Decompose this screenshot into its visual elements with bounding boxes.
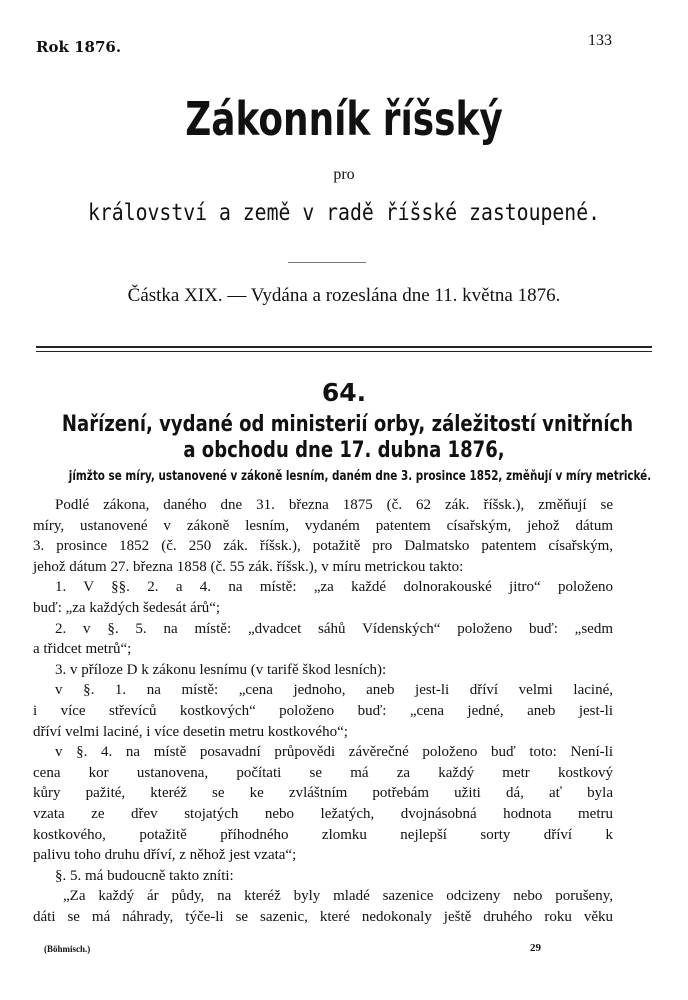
footer-language-note: (Böhmisch.) xyxy=(44,944,91,954)
body-text xyxy=(33,495,613,927)
act-number: 64. xyxy=(321,378,367,407)
body-line: kůry pažité, kteréž se ke zvláštním potřebám užiti dá, ať byla xyxy=(33,785,613,802)
body-line: palivu toho druhu dříví, z něhož jest vzata“; xyxy=(33,847,297,864)
body-line: jehož dátum 27. března 1858 (č. 55 zák. říšsk.), v míru metrickou takto: xyxy=(33,558,464,575)
body-line: cena kor ustanovena, počítati se má za každý metr kostkový xyxy=(33,764,613,781)
body-line: v §. 4. na místě posavadní průpovědi závěrečné položeno buď toto: Není-li xyxy=(55,744,613,761)
issue-line: Částka XIX. — Vydána a rozeslána dne 11. května 1876. xyxy=(127,285,561,306)
double-rule-top xyxy=(36,346,652,348)
body-line: kostkového, potažitě příhodného zlomku nejlepší sorty dříví k xyxy=(33,826,613,843)
body-line: buď: „za každých šedesát árů“; xyxy=(33,599,221,616)
document-subtitle: království a země v radě říšské zastoupené. xyxy=(87,200,601,226)
header-year: Rok 1876. xyxy=(36,38,122,56)
body-line: dříví velmi laciné, i více desetin metru kostkového“; xyxy=(33,723,348,740)
act-subheading: jímžto se míry, ustanovené v zákoně lesním, daném dne 3. prosince 1852, změňují v míry metrické. xyxy=(68,469,652,484)
body-line: vzata ze dřev stojatých nebo ležatých, dvojnásobná hodnota metru xyxy=(33,805,613,822)
body-line: i více střevíců kostkových“ položeno buď: „cena jedné, aneb jest-li xyxy=(33,702,613,719)
body-line: a třidcet metrů“; xyxy=(33,641,132,658)
body-line: Podlé zákona, daného dne 31. března 1875 (č. 62 zák. říšsk.), změňují se xyxy=(55,497,613,513)
body-line: 2. v §. 5. na místě: „dvadcet sáhů Vídenských“ položeno buď: „sedm xyxy=(55,620,613,637)
body-line: dáti se má náhrady, týče-li se sazenic, které nedokonaly ještě druhého roku věku xyxy=(33,908,613,925)
double-rule-bottom xyxy=(36,351,652,352)
body-line: 3. v příloze D k zákonu lesnímu (v tarifě škod lesních): xyxy=(55,661,387,678)
footer-signature-number: 29 xyxy=(530,942,541,954)
document-title: Zákonník říšský xyxy=(185,92,503,146)
body-line: 1. V §§. 2. a 4. na místě: „za každé dolnorakouské jitro“ položeno xyxy=(55,579,613,596)
act-heading-line-2: a obchodu dne 17. dubna 1876, xyxy=(183,438,505,463)
title-connector: pro xyxy=(333,166,355,183)
short-divider xyxy=(288,262,366,263)
body-line: v §. 1. na místě: „cena jednoho, aneb jest-li dříví velmi laciné, xyxy=(55,682,613,699)
body-line: §. 5. má budoucně takto zníti: xyxy=(55,867,234,884)
act-heading-line-1: Nařízení, vydané od ministerií orby, záležitostí vnitřních xyxy=(61,412,634,437)
body-line: míry, ustanovené v zákoně lesním, vydaném patentem císařským, jehož dátum xyxy=(33,517,613,534)
body-line: „Za každý ár půdy, na kteréž byly mladé sazenice odcizeny nebo porušeny, xyxy=(63,888,613,905)
page-number: 133 xyxy=(588,32,612,49)
body-line: 3. prosince 1852 (č. 250 zák. říšsk.), potažitě pro Dalmatsko patentem císařským, xyxy=(33,538,613,555)
